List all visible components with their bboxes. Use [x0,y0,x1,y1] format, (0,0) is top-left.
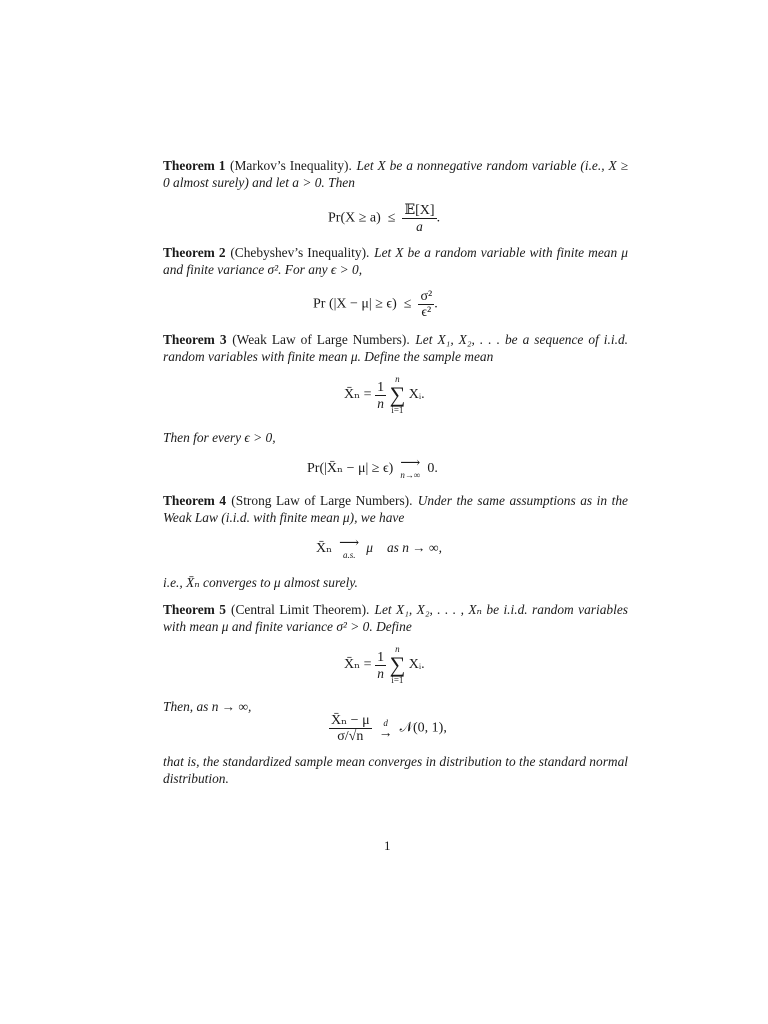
clt-denominator: σ/√n [337,729,364,744]
sample-mean-term: Xᵢ. [408,387,425,403]
weak-law-rhs: 0. [427,461,438,477]
sample-mean-equation [344,374,425,416]
that-is-text [163,753,628,787]
theorem-4-name: (Strong Law of Large Numbers). [231,493,413,508]
summation-operator: n ∑ i=1 [389,374,406,415]
ie-converges-statement: i.e., X̄ₙ converges to μ almost surely. [163,575,358,590]
chebyshev-equation: Pr (|X − μ| ≥ ϵ) ≤ $\frac{\text{σ²}}{\text{ϵ²}}$ . [313,289,438,320]
theorem-1-head: Theorem 1 [163,158,226,173]
clt-summation-lower-limit: i=1 [391,675,404,685]
theorem-1 [163,157,628,191]
strong-law-equation [316,538,442,560]
theorem-1-name: (Markov’s Inequality). [230,158,352,173]
strong-law-lhs: X̄ₙ [316,541,333,557]
sample-mean-fraction [375,380,386,411]
sample-mean-lhs: X̄ₙ = [344,387,372,403]
page-number: 1 [384,838,391,853]
clt-summation-operator: n ∑ i=1 [389,644,406,685]
theorem-2-name: (Chebyshev’s Inequality). [230,245,370,260]
theorem-5 [163,601,628,635]
strong-law-rhs: μ [366,540,373,556]
sample-mean-numerator: 1 [377,379,385,395]
clt-summation-upper-limit: n [395,644,400,654]
strong-law-arrow-label: a.s. [342,550,356,560]
clt-sample-mean-equation [344,644,425,686]
clt-sample-mean-term: Xᵢ. [408,657,425,673]
ie-converges-text [163,574,628,591]
theorem-3-name: (Weak Law of Large Numbers). [232,332,410,347]
markov-fraction [402,203,436,234]
theorem-3-statement: Let X₁, X₂, . . . be a sequence of i.i.d. random variables with finite mean μ. Define the sample mean [163,332,628,364]
chebyshev-leq: ≤ [403,296,412,312]
clt-numerator: X̄ₙ − μ [331,713,370,728]
strong-law-tail: as n → ∞, [386,540,442,556]
chebyshev-fraction [418,289,434,320]
that-is-statement: that is, the standardized sample mean converges in distribution to the standard normal distribution. [163,754,628,786]
clt-sample-mean-fraction [375,650,386,681]
theorem-3 [163,331,628,365]
theorem-4 [163,492,628,526]
chebyshev-numerator: σ² [420,289,433,304]
theorem-2-head: Theorem 2 [163,245,226,260]
theorem-1-statement: Let X be a nonnegative random variable (i.e., X ≥ 0 almost surely) and let a > 0. Then [163,158,628,190]
then-every-statement: Then for every ϵ > 0, [163,430,276,445]
clt-sample-mean-numerator: 1 [377,649,385,665]
theorem-5-head: Theorem 5 [163,602,226,617]
clt-rhs: 𝒩(0, 1), [399,720,447,736]
theorem-5-name: (Central Limit Theorem). [231,602,370,617]
clt-fraction [329,713,372,744]
clt-arrow: d → [378,717,393,741]
weak-law-equation [307,458,438,480]
markov-leq: ≤ [387,210,396,226]
chebyshev-denominator: ϵ² [421,305,432,320]
chebyshev-lhs: Pr (|X − μ| ≥ ϵ) [313,296,397,312]
clt-sample-mean-lhs: X̄ₙ = [344,657,372,673]
markov-lhs: Pr(X ≥ a) [328,210,381,226]
weak-law-arrow: ⟶ n→∞ [400,456,421,480]
theorem-2-statement: Let X be a random variable with finite mean μ and finite variance σ². For any ϵ > 0, [163,245,628,277]
then-as-statement: Then, as n → ∞, [163,699,252,714]
clt-equation [329,713,447,744]
theorem-4-statement: Under the same assumptions as in the Weak Law (i.i.d. with finite mean μ), we have [163,493,628,525]
markov-denominator: a [416,219,423,234]
theorem-3-head: Theorem 3 [163,332,227,347]
summation-lower-limit: i=1 [391,405,404,415]
markov-numerator: 𝔼[X] [404,203,435,218]
clt-arrow-label: d [383,717,388,728]
then-every-text [163,429,628,446]
sample-mean-denominator: n [377,395,384,411]
strong-law-arrow: ⟶ a.s. [339,536,360,560]
clt-sample-mean-denominator: n [377,665,384,681]
theorem-5-statement: Let X₁, X₂, . . . , Xₙ be i.i.d. random variables with mean μ and finite variance σ² > 0. Define [163,602,628,634]
markov-equation: Pr(X ≥ a) ≤ $\frac{\text{𝔼[X]}}{a}$ . [328,203,441,234]
summation-upper-limit: n [395,374,400,384]
weak-law-lhs: Pr(|X̄ₙ − μ| ≥ ϵ) [307,461,394,477]
weak-law-arrow-label: n→∞ [400,470,421,480]
theorem-4-head: Theorem 4 [163,493,227,508]
theorem-2 [163,244,628,278]
